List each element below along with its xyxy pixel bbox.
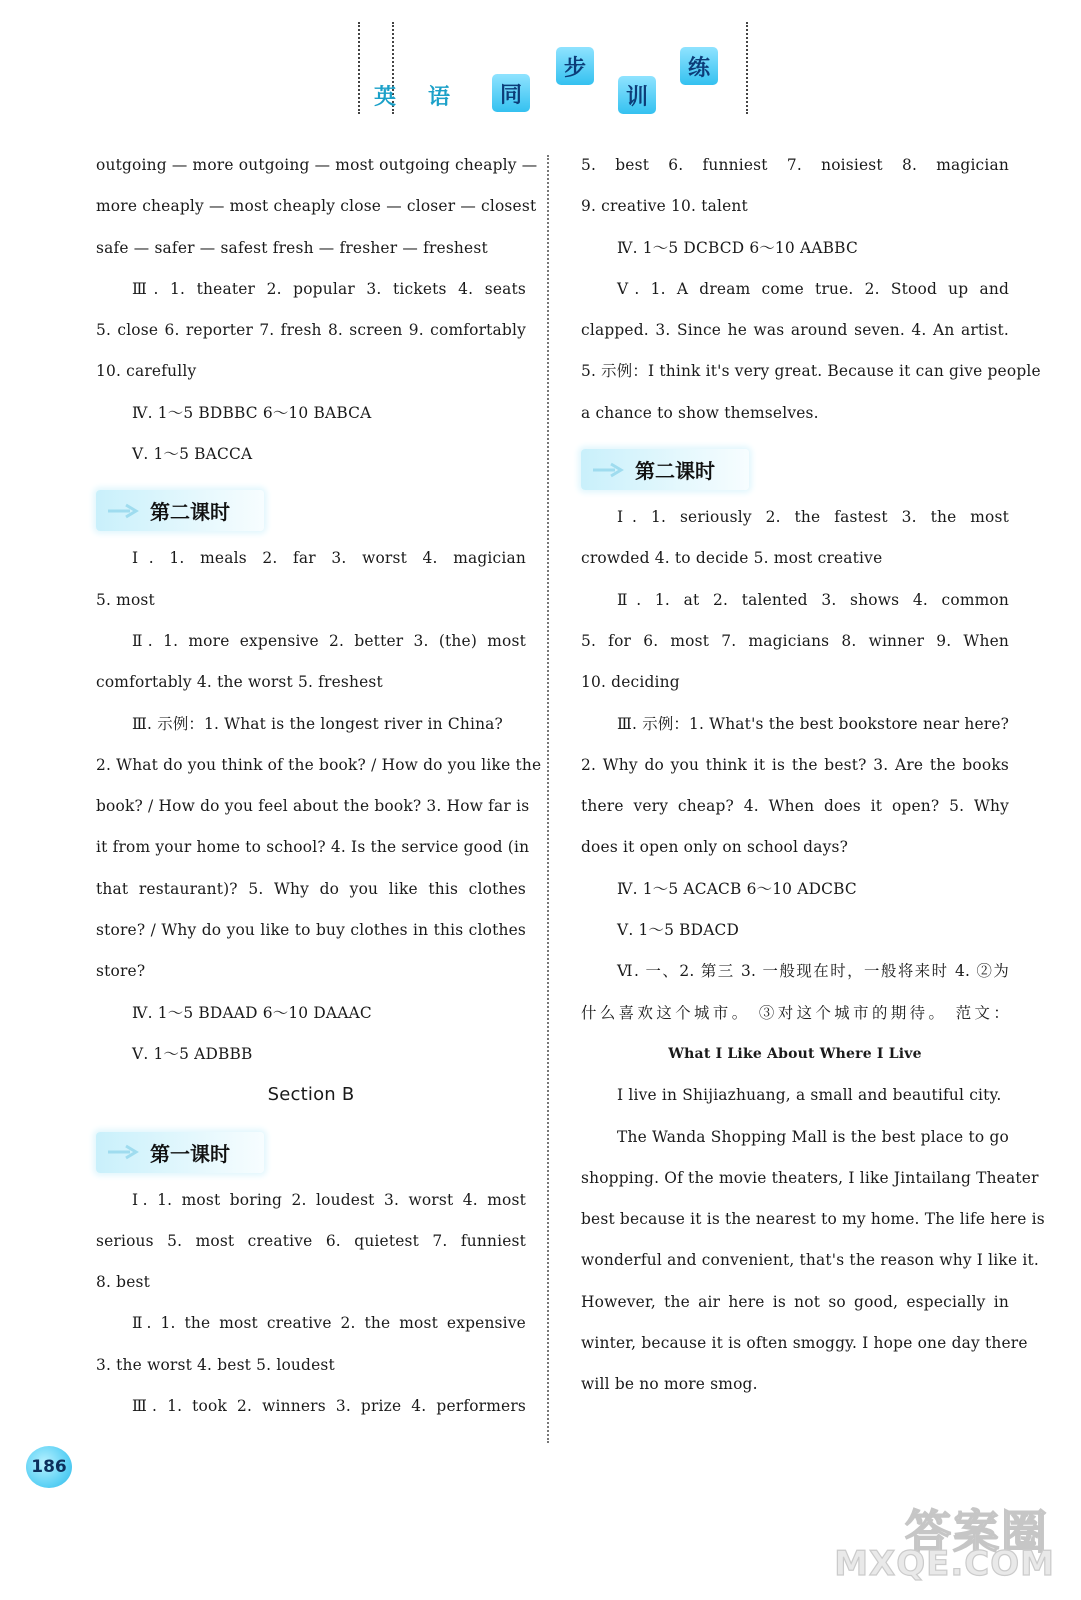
header-char: 训 (618, 76, 656, 114)
answer-line: that restaurant)? 5. Why do you like this clothes (96, 879, 526, 898)
essay-title: What I Like About Where I Live (668, 1045, 922, 1062)
answer-line: Ⅴ. 1～5 BACCA (132, 445, 253, 464)
answer-line: wonderful and convenient, that's the reason why I like it. (581, 1251, 1039, 1270)
answer-line: it from your home to school? 4. Is the service good (in (96, 838, 530, 857)
answer-line: Ⅴ. 1～5 ADBBB (132, 1044, 253, 1063)
answer-line: Ⅲ. 1. took 2. winners 3. prize 4. performers (132, 1397, 526, 1416)
answer-line: Ⅲ. 示例：1. What's the best bookstore near here? (617, 714, 1010, 733)
answer-line: store? (96, 962, 146, 981)
answer-line: However, the air here is not so good, especially in (581, 1292, 1009, 1311)
answer-line: winter, because it is often smoggy. I hope one day there (581, 1334, 1028, 1353)
answer-line: Ⅰ. 1. most boring 2. loudest 3. worst 4. most (132, 1190, 526, 1209)
header-divider (358, 22, 360, 114)
answer-line: clapped. 3. Since he was around seven. 4. An artist. (581, 321, 1009, 340)
arrow-icon (106, 1143, 140, 1161)
page-number: 186 (26, 1446, 72, 1488)
answer-line: Ⅱ. 1. at 2. talented 3. shows 4. common (617, 590, 1009, 609)
arrow-icon (106, 502, 140, 520)
lesson-heading (96, 1132, 526, 1173)
watermark-text: 答案圈 (905, 1505, 1049, 1559)
right-column (581, 152, 1045, 1413)
header-char: 英 (373, 84, 396, 110)
answer-line: 5. best 6. funniest 7. noisiest 8. magician (581, 156, 1009, 174)
answer-line: comfortably 4. the worst 5. freshest (96, 673, 383, 692)
answer-line: Ⅳ. 1～5 BDBBC 6～10 BABCA (132, 403, 372, 422)
answer-line: 8. best (96, 1273, 151, 1292)
answer-line: 2. What do you think of the book? / How do you like the (96, 755, 542, 774)
watermark-url: MXQE.COM (834, 1544, 1055, 1584)
lesson-heading (96, 490, 526, 531)
column-divider (547, 155, 549, 1443)
lesson-heading-text: 第二课时 (635, 459, 715, 484)
answer-line: 10. deciding (581, 673, 680, 692)
answer-line: Ⅲ. 1. theater 2. popular 3. tickets 4. seats (132, 279, 526, 298)
answer-line: I live in Shijiazhuang, a small and beautiful city. (617, 1086, 1002, 1105)
answer-line: 2. Why do you think it is the best? 3. Are the books (581, 755, 1009, 774)
header-char: 练 (680, 47, 718, 85)
answer-line: Ⅴ. 1～5 BDACD (617, 921, 740, 940)
answer-line: 5. 示例：I think it's very great. Because it can give people (581, 362, 1041, 381)
answer-line: Ⅰ. 1. seriously 2. the fastest 3. the most (617, 508, 1009, 527)
answer-line: Ⅳ. 1～5 ACACB 6～10 ADCBC (617, 879, 857, 898)
lesson-heading-text: 第二课时 (150, 500, 230, 525)
answer-line: Ⅱ. 1. more expensive 2. better 3. (the) most (132, 631, 526, 650)
section-heading: Section B (267, 1084, 355, 1106)
answer-line: Ⅵ. 一、2. 第三 3. 一般现在时，一般将来时 4. ②为 (617, 962, 1009, 981)
answer-line: book? / How do you feel about the book? 3. How far is (96, 797, 530, 816)
answer-line: more cheaply — most cheaply close — closer — closest (96, 197, 537, 216)
answer-line: 什么喜欢这个城市。 ③对这个城市的期待。 范文： (581, 1003, 1009, 1022)
answer-line: a chance to show themselves. (581, 403, 819, 422)
answer-line: shopping. Of the movie theaters, I like Jintailang Theater (581, 1168, 1039, 1187)
answer-line: 10. carefully (96, 362, 197, 381)
lesson-heading-text: 第一课时 (150, 1141, 230, 1166)
answer-line: Ⅳ. 1～5 BDAAD 6～10 DAAAC (132, 1003, 372, 1022)
header-char: 步 (556, 47, 594, 85)
arrow-icon (591, 461, 625, 479)
watermark-logo (834, 1494, 1055, 1586)
answer-line: safe — safer — safest fresh — fresher — freshest (96, 238, 488, 257)
header-char: 语 (427, 84, 450, 110)
answer-line: Ⅲ. 示例：1. What is the longest river in China? (132, 714, 504, 733)
header-divider (746, 22, 748, 114)
answer-line: store? / Why do you like to buy clothes in this clothes (96, 921, 526, 940)
answer-line: outgoing — more outgoing — most outgoing cheaply — (96, 156, 538, 174)
answer-line: does it open only on school days? (581, 838, 849, 857)
answer-line: crowded 4. to decide 5. most creative (581, 549, 883, 568)
answer-line: Ⅰ. 1. meals 2. far 3. worst 4. magician (132, 549, 526, 568)
answer-line: will be no more smog. (581, 1375, 758, 1394)
answer-line: 5. most (96, 590, 155, 609)
answer-line: The Wanda Shopping Mall is the best place to go (617, 1127, 1009, 1146)
answer-line: best because it is the nearest to my home. The life here is (581, 1210, 1045, 1229)
answer-line: 5. for 6. most 7. magicians 8. winner 9. When (581, 631, 1009, 650)
answer-line: Ⅳ. 1～5 DCBCD 6～10 AABBC (617, 238, 858, 257)
answer-line: Ⅴ. 1. A dream come true. 2. Stood up and (617, 279, 1009, 298)
answer-line: serious 5. most creative 6. quietest 7. funniest (96, 1231, 526, 1250)
answer-line: 3. the worst 4. best 5. loudest (96, 1355, 335, 1374)
answer-line: Ⅱ. 1. the most creative 2. the most expensive (132, 1314, 526, 1333)
left-column (96, 152, 542, 1434)
answer-line: there very cheap? 4. When does it open? 5. Why (581, 797, 1009, 816)
lesson-heading (581, 449, 1009, 490)
answer-line: 9. creative 10. talent (581, 197, 748, 216)
header-char: 同 (492, 74, 530, 112)
answer-line: 5. close 6. reporter 7. fresh 8. screen 9. comfortably (96, 321, 526, 340)
